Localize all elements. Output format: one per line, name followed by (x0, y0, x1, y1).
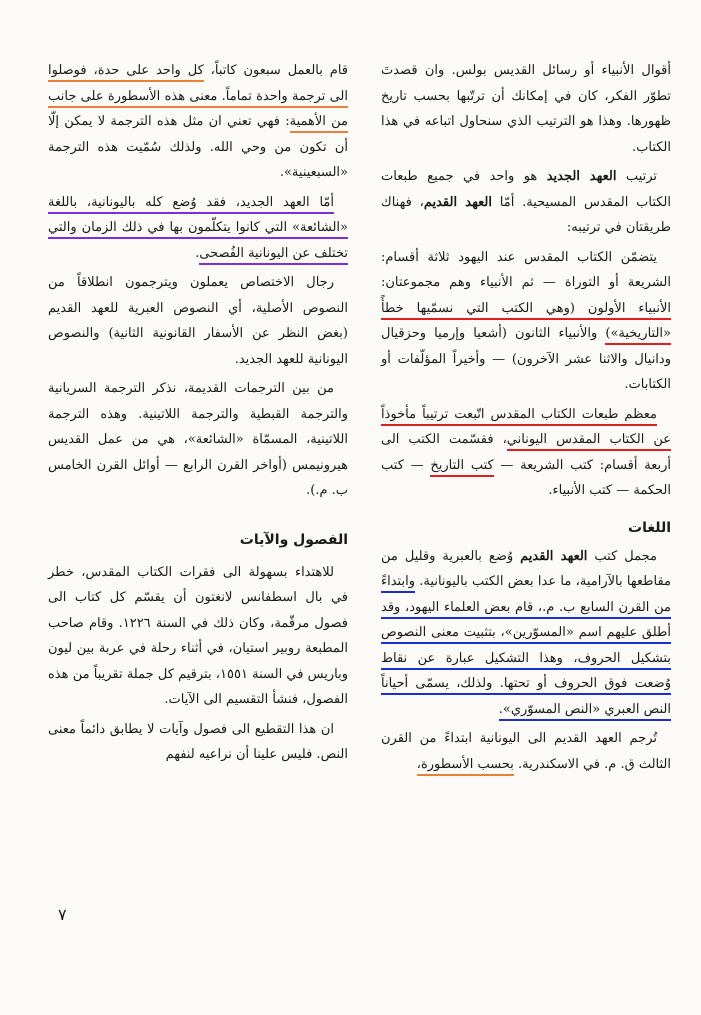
red-highlight: معظم طبعات الكتاب المقدس اتّبعت ترتيباً مأخوذاً عن الكتاب المقدس اليوناني (381, 407, 671, 452)
orange-highlight: بحسب الأسطورة، (417, 757, 514, 776)
paragraph: ان هذا التقطيع الى فصول وآيات لا يطابق دائماً معنى النص. فليس علينا أن نراعيه لنفهم (48, 721, 348, 762)
paragraph (381, 402, 671, 504)
bold-term: العهد الجديد (546, 169, 617, 184)
paragraph: من بين الترجمات القديمة، نذكر الترجمة السريانية والترجمة القبطية والترجمة اللاتينية. وهذه الترجمة اللاتينية، المسمّاة «الشائعة»، هي من عمل القديس هيرونيمس (أواخر القرن الرابع — أوائل القرن الخامس ب. م.). (48, 381, 348, 498)
orange-highlight: كل واحد على حدة، فوصلوا الى ترجمة واحدة تماماً. معنى هذه الأسطورة على جانب من الأهمية (48, 63, 348, 133)
purple-highlight: أمّا العهد الجديد، فقد وُضع كله باليونانية، باللغة «الشائعة» التي كانوا يتكلّمون بها في ذلك الزمان والتي تختلف عن اليونانية الفُصحى (48, 195, 348, 265)
blue-highlight: وابتداءً من القرن السابع ب. م.، قام بعض العلماء اليهود، وقد أطلق عليهم اسم «المسوّرين»، بتثبيت معنى النصوص بتشكيل الحروف، وهذا التشكيل عبارة عن نقاط وُضعت فوق الحروف أو تحتها. ولذلك، يسمّى أحياناً النص العبري «النص المسوّري». (381, 574, 671, 721)
text: : فهي تعني ان مثل هذه الترجمة لا يمكن إلّا أن تكون من وحي الله. ولذلك سُمّيت هذه الترجمة «السبعينية». (48, 114, 348, 180)
paragraph (381, 164, 671, 241)
text: . (195, 245, 200, 261)
bold-term: العهد القديم (520, 548, 588, 564)
bold-term: العهد القديم (423, 194, 492, 210)
paragraph: رجال الاختصاص يعملون ويترجمون انطلاقاً من النصوص الأصلية، أي النصوص العبرية للعهد القديم (بغض النظر عن الأسفار القانونية الثانية) والنصوص اليونانية للعهد الجديد. (48, 275, 348, 367)
text: والأنبياء الثانون (أشعيا وإرميا وحزقيال ودانيال والاثنا عشر الآخرون) — وأخيراً المؤلّفات أو الكتابات. (381, 326, 671, 392)
paragraph (48, 190, 348, 267)
red-highlight: الأنبياء الأولون (وهي الكتب التي نسمّيها خطأً «التاريخية») (381, 301, 671, 346)
text: هو واحد في جميع طبعات الكتاب المقدس المسيحية. أمّا (381, 169, 672, 210)
text: ترتيب (616, 169, 657, 184)
right-column (381, 58, 671, 781)
red-highlight: كتب التاريخ (430, 458, 493, 477)
paragraph (48, 58, 348, 186)
left-column (48, 58, 348, 772)
paragraph: أقوال الأنبياء أو رسائل القديس بولس. وان قصدتَ تطوّر الفكر، كان في إمكانك أن ترتّبها بحسب تاريخ ظهورها. وهذا هو الترتيب الذي سنحاول اتباعه في هذا الكتاب. (381, 63, 671, 155)
text: ، فهناك طريقتان في ترتيبه: (381, 194, 671, 235)
paragraph (381, 544, 671, 723)
section-heading: الفصول والآيات (239, 531, 348, 548)
paragraph (381, 726, 671, 777)
text: يتضمّن الكتاب المقدس عند اليهود ثلاثة أقسام: الشريعة أو التوراة — ثم الأنبياء وهم مجموعتان: (381, 249, 671, 290)
text: قام بالعمل سبعون كاتباً، (203, 63, 348, 78)
text: — كتب الحكمة — كتب الأنبياء. (381, 457, 671, 498)
paragraph: للاهتداء بسهولة الى فقرات الكتاب المقدس، خطر في بال اسطفانس لانغتون أن يقسّم كل كتاب الى فصول مرقّمة، وكان ذلك في السنة ١٢٢٦. وقام صاحب المطبعة روبير استيان، في أثناء رحلة في عربة بين ليون وباريس في السنة ١٥٥١، بترقيم كل جملة تقريباً من هذه الفصول، فنشأ التقسيم الى الآيات. (48, 564, 348, 707)
text: وُضع بالعبرية وقليل من مقاطعها بالآرامية، ما عدا بعض الكتب باليونانية. (381, 548, 671, 589)
text: مجمل كتب (587, 548, 657, 564)
section-heading: اللغات (628, 519, 671, 536)
paragraph (381, 245, 671, 398)
text: تُرجم العهد القديم الى اليونانية ابتداءً من القرن الثالث ق. م. في الاسكندرية. (381, 731, 671, 772)
text: ، فقسّمت الكتب الى أربعة أقسام: كتب الشريعة — (381, 432, 671, 473)
page-number: ٧ (58, 905, 67, 924)
